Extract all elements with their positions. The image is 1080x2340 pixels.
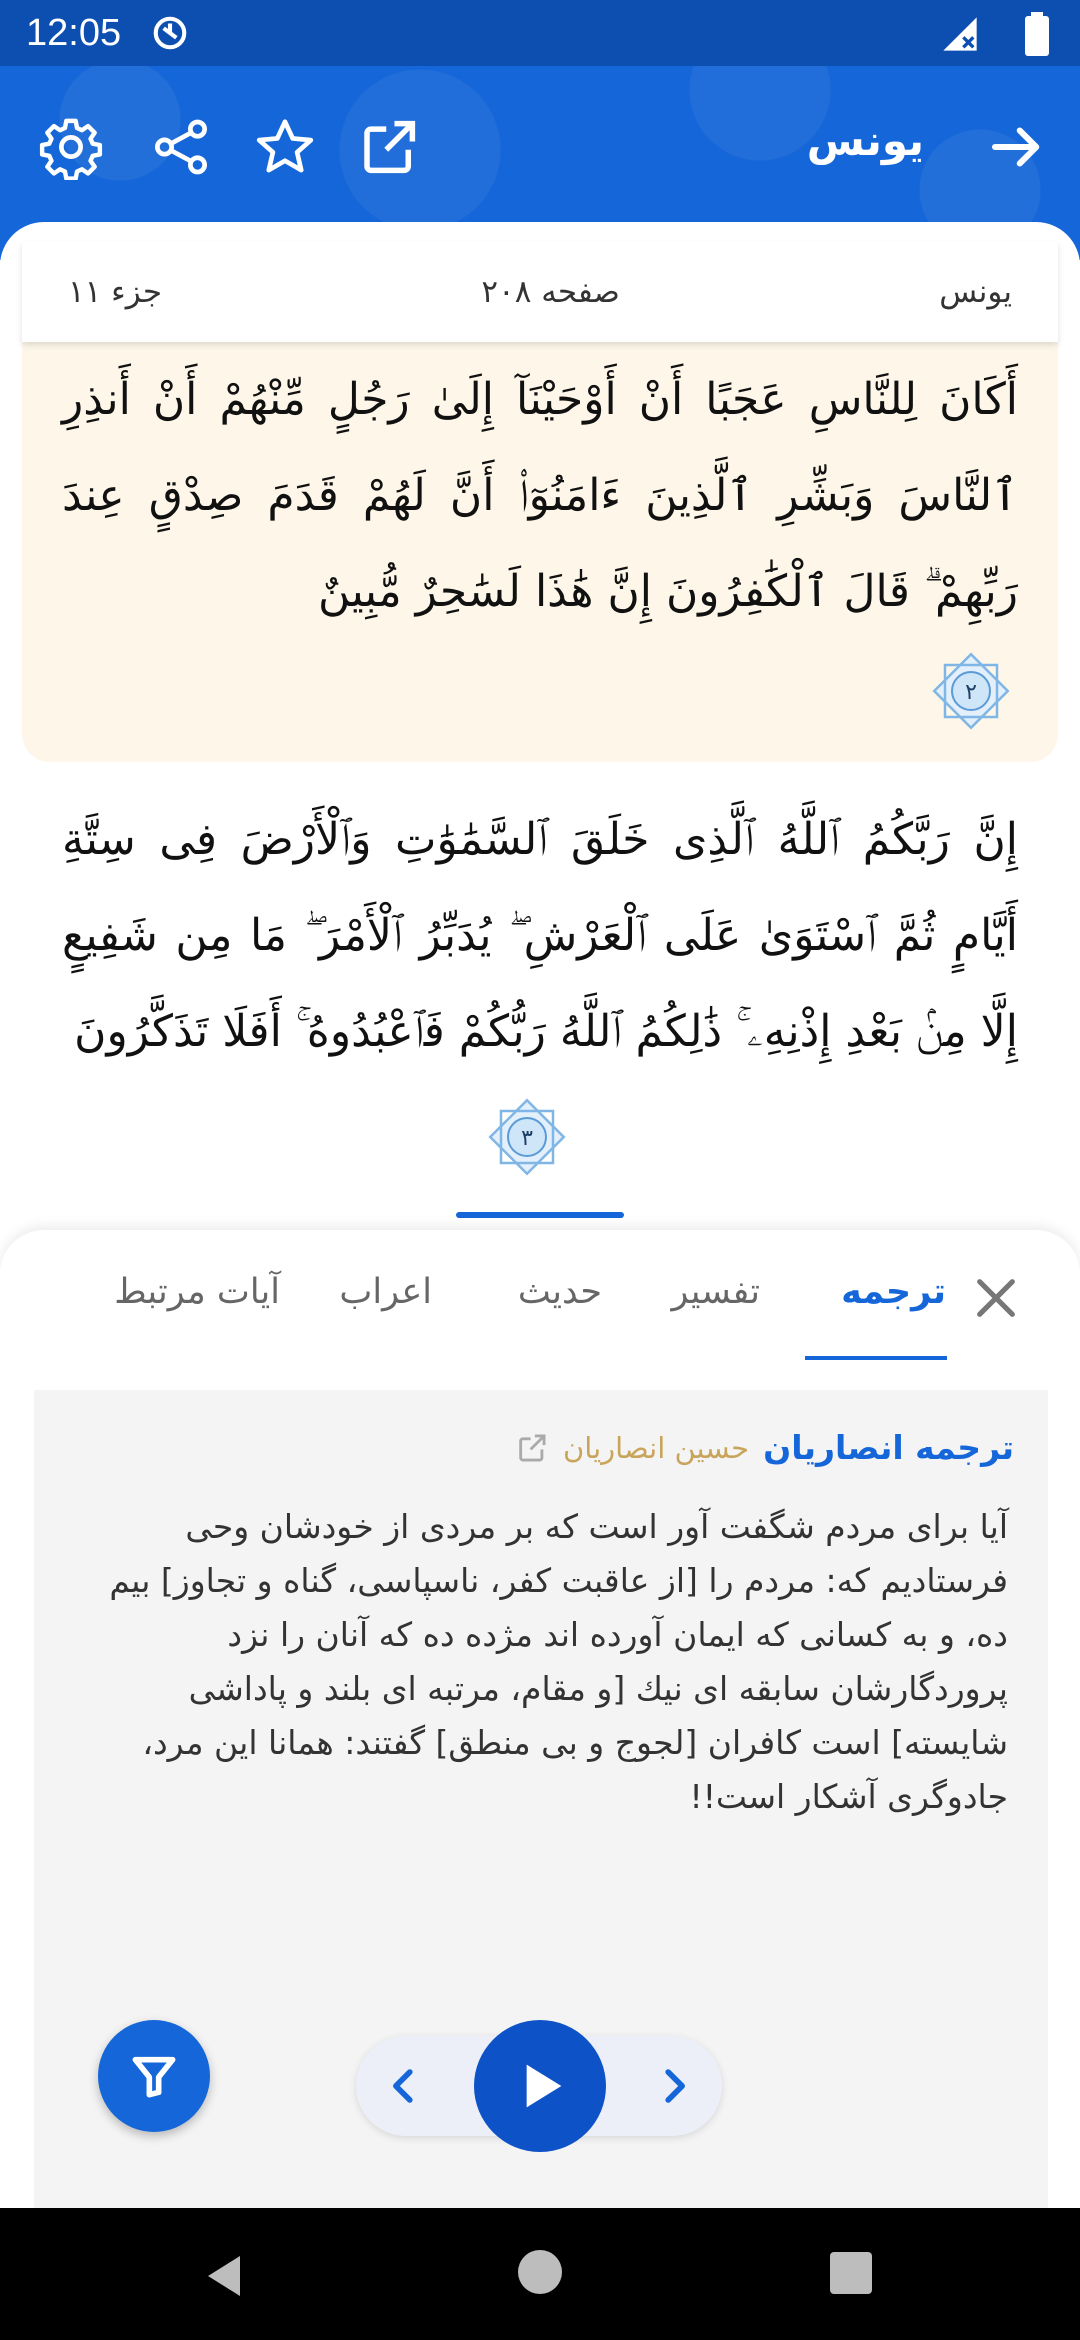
tab-translation[interactable]: ترجمه	[841, 1272, 946, 1312]
page-info-bar	[22, 242, 1058, 342]
ayah-ornament-icon	[926, 646, 1016, 736]
external-link-icon	[356, 114, 422, 180]
star-icon	[252, 114, 318, 180]
system-navigation-bar	[0, 2208, 1080, 2340]
previous-ayah-button[interactable]	[376, 2058, 432, 2114]
external-link-icon[interactable]	[515, 1431, 549, 1465]
close-button[interactable]	[968, 1270, 1024, 1326]
play-button[interactable]	[474, 2020, 606, 2152]
status-time: 12:05	[26, 11, 122, 54]
tab-related-ayahs[interactable]: آیات مرتبط	[114, 1272, 280, 1312]
share-icon	[148, 114, 214, 180]
tab-tafsir[interactable]: تفسیر	[671, 1272, 760, 1312]
juz-number: جزء ۱۱	[68, 274, 163, 310]
back-button[interactable]	[984, 114, 1050, 180]
open-external-button[interactable]	[356, 114, 422, 180]
nav-back-icon[interactable]	[200, 2252, 248, 2300]
chevron-right-icon	[646, 2058, 702, 2114]
tab-erab[interactable]: اعراب	[339, 1272, 432, 1312]
page-surah-name: یونس	[939, 274, 1012, 310]
next-ayah-button[interactable]	[646, 2058, 702, 2114]
signal-icon	[940, 14, 980, 54]
ayah-2-text[interactable]: أَكَانَ لِلنَّاسِ عَجَبًا أَنْ أَوْحَيْنَآ إِلَىٰ رَجُلٍ مِّنْهُمْ أَنْ أَنذِرِ ٱلنَّاسَ وَبَشِّرِ ٱلَّذِينَ ءَامَنُوٓا۟ أَنَّ لَهُمْ قَدَمَ صِدْقٍ عِندَ رَبِّهِمْ ۗ قَالَ ٱلْكَٰفِرُونَ إِنَّ هَٰذَا لَسَٰحِرٌ مُّبِينٌ	[62, 374, 1018, 617]
ayah-number: ۲	[965, 680, 977, 705]
active-tab-indicator	[805, 1356, 947, 1360]
filter-button[interactable]	[98, 2020, 210, 2132]
filter-icon	[126, 2048, 182, 2104]
sheet-drag-handle[interactable]	[456, 1212, 624, 1218]
translation-header	[515, 1428, 1014, 1467]
quran-page	[0, 222, 1080, 1262]
nav-recents-icon[interactable]	[830, 2252, 872, 2294]
settings-button[interactable]	[38, 114, 104, 180]
play-icon	[508, 2054, 572, 2118]
battery-icon	[1024, 12, 1050, 56]
arrow-right-icon	[984, 114, 1050, 180]
ayah-3-text[interactable]: إِنَّ رَبَّكُمُ ٱللَّهُ ٱلَّذِى خَلَقَ ٱلسَّمَٰوَٰتِ وَٱلْأَرْضَ فِى سِتَّةِ أَيَّامٍ ثُمَّ ٱسْتَوَىٰ عَلَى ٱلْعَرْشِ ۖ يُدَبِّرُ ٱلْأَمْرَ ۖ مَا مِن شَفِيعٍ إِلَّا مِنۢ بَعْدِ إِذْنِهِۦ ۚ ذَٰلِكُمُ ٱللَّهُ رَبُّكُمْ فَٱعْبُدُوهُ ۚ أَفَلَا تَذَكَّرُونَ	[62, 814, 1018, 1057]
ayah-ornament-icon	[482, 1092, 572, 1182]
app-notification-icon	[151, 14, 189, 52]
translation-text: آیا برای مردم شگفت آور است که بر مردی از خودشان وحی فرستادیم که: مردم را [از عاقبت کفر، ناسپاسی، گناه و تجاوز] بیم ده، و به کسانی که ایمان آورده اند مژده ده که آنان را نزد پروردگارشان سابقه ای نیك [و مقام، مرتبه ای بلند و پاداشی شایسته] است کافران [لجوج و بی منطق] گفتند: همانا این مرد، جادوگری آشکار است!!	[109, 1507, 1008, 1816]
gear-icon	[38, 114, 104, 180]
ayah-number-marker[interactable]	[926, 646, 1016, 736]
share-button[interactable]	[148, 114, 214, 180]
app-bar	[0, 66, 1080, 226]
translator-name[interactable]: حسین انصاریان	[562, 1430, 750, 1465]
chevron-left-icon	[376, 2058, 432, 2114]
close-icon	[968, 1270, 1024, 1326]
bookmark-button[interactable]	[252, 114, 318, 180]
status-bar	[0, 0, 1080, 66]
page-number: صفحه ۲۰۸	[481, 274, 620, 310]
header-background	[0, 0, 1080, 260]
translation-title: ترجمه انصاریان	[763, 1428, 1014, 1467]
surah-title: یونس	[806, 116, 924, 165]
tab-bar	[0, 1230, 1080, 1360]
ayah-number: ۳	[521, 1126, 533, 1151]
tab-hadith[interactable]: حدیث	[517, 1272, 602, 1312]
ayah-number-marker[interactable]	[482, 1092, 572, 1182]
nav-home-icon[interactable]	[518, 2250, 562, 2294]
